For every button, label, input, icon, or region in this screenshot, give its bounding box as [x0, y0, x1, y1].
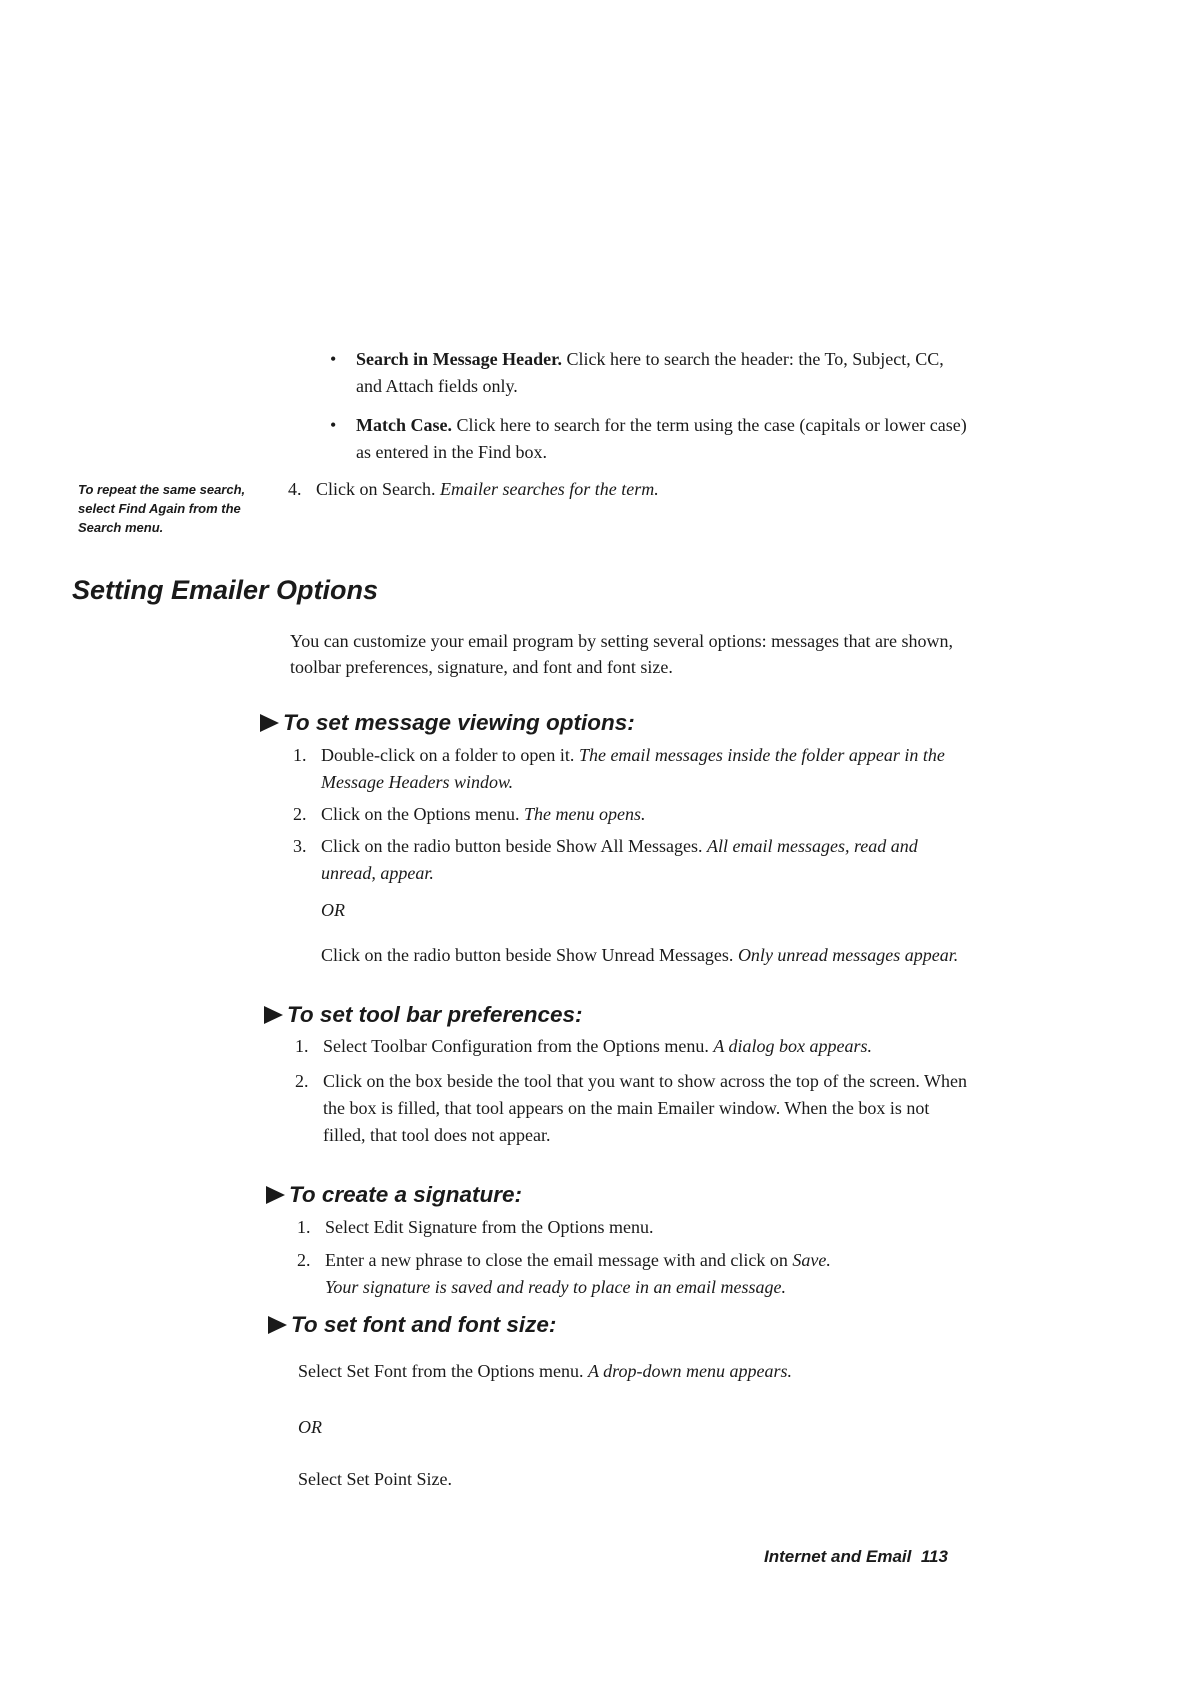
signature-steps	[297, 1214, 977, 1306]
heading-text: To set font and font size:	[291, 1312, 557, 1337]
step-result: All email messages, read and unread, appear.	[321, 836, 918, 883]
triangle-marker-icon	[266, 1186, 285, 1204]
step-result: A drop-down menu appears.	[587, 1361, 792, 1381]
heading-text: To set message viewing options:	[283, 710, 635, 735]
page-footer	[764, 1547, 948, 1567]
step-result: Only unread messages appear.	[737, 945, 959, 965]
bullet-list	[330, 346, 970, 474]
alt-step	[321, 942, 973, 969]
or-label: OR	[321, 900, 345, 920]
step-number: 1.	[297, 1217, 311, 1237]
font-line-1	[298, 1358, 978, 1385]
step-number: 3.	[293, 836, 307, 856]
triangle-marker-icon	[260, 714, 279, 732]
font-heading	[268, 1312, 556, 1338]
toolbar-steps	[295, 1033, 975, 1154]
list-item	[297, 1214, 977, 1241]
step-number: 2.	[297, 1250, 311, 1270]
step-text: Click on the radio button beside Show Unread Messages.	[321, 945, 738, 965]
list-item	[293, 742, 973, 796]
heading-text: To set tool bar preferences:	[287, 1002, 583, 1027]
section-title: Setting Emailer Options	[72, 575, 379, 605]
bullet-label: Match Case.	[356, 415, 452, 435]
toolbar-heading	[264, 1002, 583, 1028]
list-item	[295, 1033, 975, 1060]
step-text: Click on Search.	[316, 479, 440, 499]
step-text: Select Toolbar Configuration from the Options menu.	[323, 1036, 714, 1056]
list-item	[295, 1068, 975, 1149]
bullet-label: Search in Message Header.	[356, 349, 562, 369]
step-number: 1.	[295, 1036, 309, 1056]
step-result: A dialog box appears.	[713, 1036, 873, 1056]
step-number: 2.	[295, 1071, 309, 1091]
step-text: Double-click on a folder to open it.	[321, 745, 579, 765]
list-item	[293, 833, 973, 887]
step-result: Your signature is saved and ready to place in an email message.	[325, 1277, 786, 1297]
step-number: 2.	[293, 804, 307, 824]
intro-paragraph: You can customize your email program by setting several options: messages that are shown, toolbar preferences, signature, and font and font size.	[290, 631, 954, 677]
step-text: Select Edit Signature from the Options menu.	[325, 1217, 654, 1237]
list-item	[293, 801, 973, 828]
font-line-2: Select Set Point Size.	[298, 1469, 452, 1489]
step-result: The email messages inside the folder appear in the Message Headers window.	[321, 745, 945, 792]
page-number: 113	[920, 1547, 948, 1566]
viewing-steps	[293, 742, 973, 973]
search-step	[288, 476, 968, 503]
step-number: 1.	[293, 745, 307, 765]
side-note: To repeat the same search, select Find Again from the Search menu.	[78, 482, 246, 535]
bullet-item	[330, 346, 970, 400]
step-text: Click on the radio button beside Show All Messages.	[321, 836, 707, 856]
footer-text: Internet and Email	[764, 1547, 912, 1566]
or-label: OR	[298, 1417, 322, 1437]
save-term: Save.	[792, 1250, 831, 1270]
step-result: The menu opens.	[523, 804, 646, 824]
step-number: 4.	[288, 479, 302, 499]
signature-heading	[266, 1182, 522, 1208]
triangle-marker-icon	[268, 1316, 287, 1334]
bullet-text: Click here to search for the term using the case (capitals or lower case) as entered in the Find box.	[356, 415, 967, 462]
heading-text: To create a signature:	[289, 1182, 522, 1207]
step-text: Click on the Options menu.	[321, 804, 524, 824]
bullet-text: Click here to search the header: the To, Subject, CC, and Attach fields only.	[356, 349, 944, 396]
list-item	[297, 1247, 977, 1301]
step-text: Select Set Font from the Options menu.	[298, 1361, 588, 1381]
triangle-marker-icon	[264, 1006, 283, 1024]
step-result: Emailer searches for the term.	[439, 479, 659, 499]
viewing-heading	[260, 710, 635, 736]
step-text: Enter a new phrase to close the email message with and click on	[325, 1250, 793, 1270]
bullet-item	[330, 412, 970, 466]
step-text: Click on the box beside the tool that you want to show across the top of the screen. When the box is filled, that tool appears on the main Emailer window. When the box is not filled, that tool does not appear.	[323, 1071, 968, 1145]
